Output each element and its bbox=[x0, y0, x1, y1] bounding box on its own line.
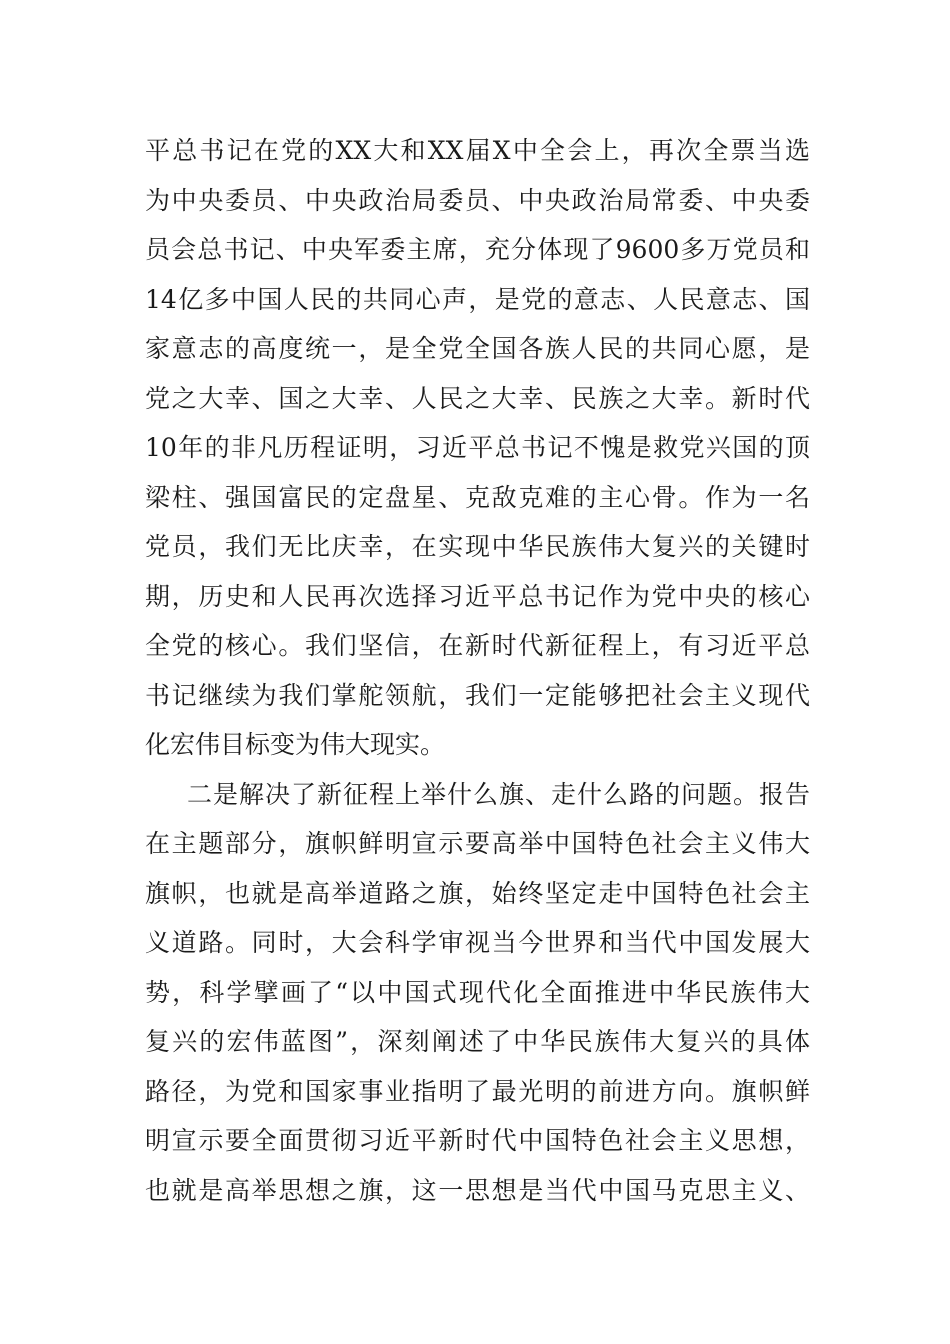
text-line: 期，历史和人民再次选择习近平总书记作为党中央的核心 bbox=[145, 581, 810, 611]
text-line: 为中央委员、中央政治局委员、中央政治局常委、中央委 bbox=[145, 185, 810, 215]
text-line: 14亿多中国人民的共同心声，是党的意志、人民意志、国 bbox=[145, 284, 810, 314]
text-line: 势，科学擘画了“以中国式现代化全面推进中华民族伟大 bbox=[145, 977, 810, 1007]
text-line: 全党的核心。我们坚信，在新时代新征程上，有习近平总 bbox=[145, 631, 810, 660]
text-line: 二是解决了新征程上举什么旗、走什么路的问题。报告 bbox=[187, 779, 810, 809]
text-line: 义道路。同时，大会科学审视当今世界和当代中国发展大 bbox=[145, 928, 810, 957]
paragraph-2 bbox=[145, 770, 810, 1216]
paragraph-1 bbox=[145, 126, 810, 770]
text-line: 党员，我们无比庆幸，在实现中华民族伟大复兴的关键时 bbox=[145, 532, 810, 561]
text-line: 复兴的宏伟蓝图”，深刻阐述了中华民族伟大复兴的具体 bbox=[145, 1027, 810, 1056]
text-line: 书记继续为我们掌舵领航，我们一定能够把社会主义现代 bbox=[145, 680, 810, 710]
document-body bbox=[145, 126, 810, 1215]
text-line: 10年的非凡历程证明，习近平总书记不愧是救党兴国的顶 bbox=[145, 433, 810, 462]
text-line: 也就是高举思想之旗，这一思想是当代中国马克思主义、 bbox=[145, 1175, 810, 1205]
text-line: 员会总书记、中央军委主席，充分体现了9600多万党员和 bbox=[145, 235, 810, 264]
text-line: 家意志的高度统一，是全党全国各族人民的共同心愿，是 bbox=[145, 334, 810, 363]
text-line: 旗帜，也就是高举道路之旗，始终坚定走中国特色社会主 bbox=[145, 878, 810, 908]
text-line: 明宣示要全面贯彻习近平新时代中国特色社会主义思想， bbox=[145, 1126, 810, 1155]
text-line: 梁柱、强国富民的定盘星、克敌克难的主心骨。作为一名 bbox=[145, 482, 810, 512]
text-line: 在主题部分，旗帜鲜明宣示要高举中国特色社会主义伟大 bbox=[145, 829, 810, 858]
text-line: 党之大幸、国之大幸、人民之大幸、民族之大幸。新时代 bbox=[145, 383, 810, 413]
text-line: 平总书记在党的XX大和XX届X中全会上，再次全票当选 bbox=[145, 136, 810, 165]
text-line: 化宏伟目标变为伟大现实。 bbox=[145, 730, 446, 759]
text-line: 路径，为党和国家事业指明了最光明的前进方向。旗帜鲜 bbox=[145, 1076, 810, 1106]
